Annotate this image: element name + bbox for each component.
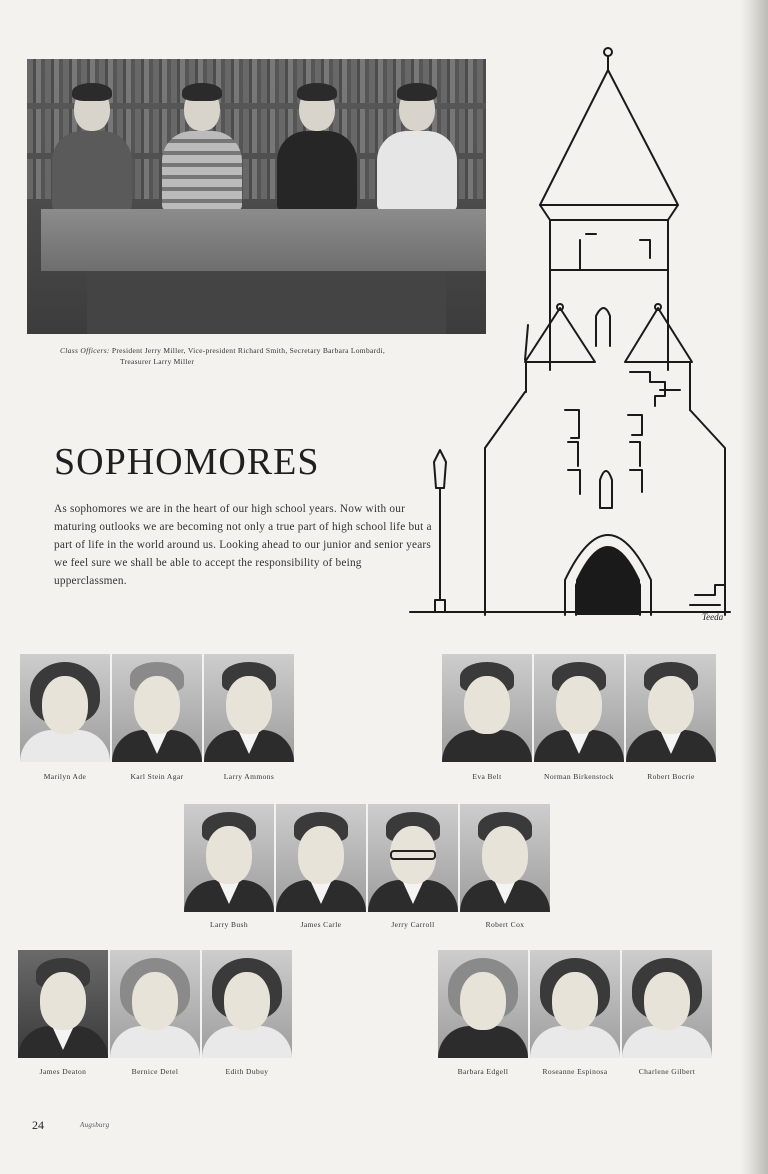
portrait-name: James Deaton bbox=[39, 1067, 87, 1076]
portrait-name: Robert Cox bbox=[485, 920, 525, 929]
portrait-photo bbox=[442, 654, 532, 762]
portrait-name: Larry Bush bbox=[210, 920, 248, 929]
portrait-photo bbox=[110, 950, 200, 1058]
caption-text-2: Treasurer Larry Miller bbox=[120, 357, 195, 366]
portrait-photo bbox=[184, 804, 274, 912]
portrait-name: Karl Stein Agar bbox=[130, 772, 184, 781]
table-front bbox=[87, 271, 446, 334]
portrait-photo bbox=[276, 804, 366, 912]
portrait-name: Larry Ammons bbox=[223, 772, 275, 781]
portrait-photo bbox=[530, 950, 620, 1058]
portrait-name: Barbara Edgell bbox=[457, 1067, 509, 1076]
portrait-photo bbox=[460, 804, 550, 912]
portrait-name: Roseanne Espinosa bbox=[542, 1067, 608, 1076]
portrait-photo bbox=[112, 654, 202, 762]
portrait-name: Edith Dubuy bbox=[225, 1067, 269, 1076]
publication-name: Augsburg bbox=[80, 1121, 110, 1129]
portrait-photo bbox=[204, 654, 294, 762]
page-number: 24 bbox=[32, 1118, 44, 1132]
portrait-photo bbox=[368, 804, 458, 912]
section-title: SOPHOMORES bbox=[54, 441, 320, 483]
portrait-photo bbox=[18, 950, 108, 1058]
portrait-name: Jerry Carroll bbox=[391, 920, 435, 929]
portrait-photo bbox=[438, 950, 528, 1058]
portrait-name: Norman Birkenstock bbox=[544, 772, 614, 781]
portrait-name: James Carle bbox=[300, 920, 342, 929]
tower-illustration bbox=[400, 40, 740, 630]
portrait-name: Bernice Detel bbox=[131, 1067, 179, 1076]
portrait-name: Marilyn Ade bbox=[43, 772, 87, 781]
portrait-photo bbox=[534, 654, 624, 762]
portrait-photo bbox=[20, 654, 110, 762]
caption-text: President Jerry Miller, Vice-president Richard Smith, Secretary Barbara Lombardi, bbox=[111, 346, 386, 355]
caption-lead: Class Officers: bbox=[60, 346, 110, 355]
portrait-name: Eva Belt bbox=[472, 772, 502, 781]
portrait-name: Robert Bocrie bbox=[647, 772, 695, 781]
portrait-name: Charlene Gilbert bbox=[638, 1067, 696, 1076]
artist-signature: Teeda bbox=[702, 612, 724, 622]
intro-paragraph: As sophomores we are in the heart of our high school years. Now with our maturing outlooks we are becoming not only a true part of high school life but a part of life in the world around us. Looking ahead to our junior and senior years we feel sure we shall be able to accept the responsibility of being upperclassmen. bbox=[54, 503, 432, 587]
portrait-photo bbox=[202, 950, 292, 1058]
portrait-photo bbox=[626, 654, 716, 762]
page-edge-shadow bbox=[740, 0, 768, 1174]
portrait-photo bbox=[622, 950, 712, 1058]
